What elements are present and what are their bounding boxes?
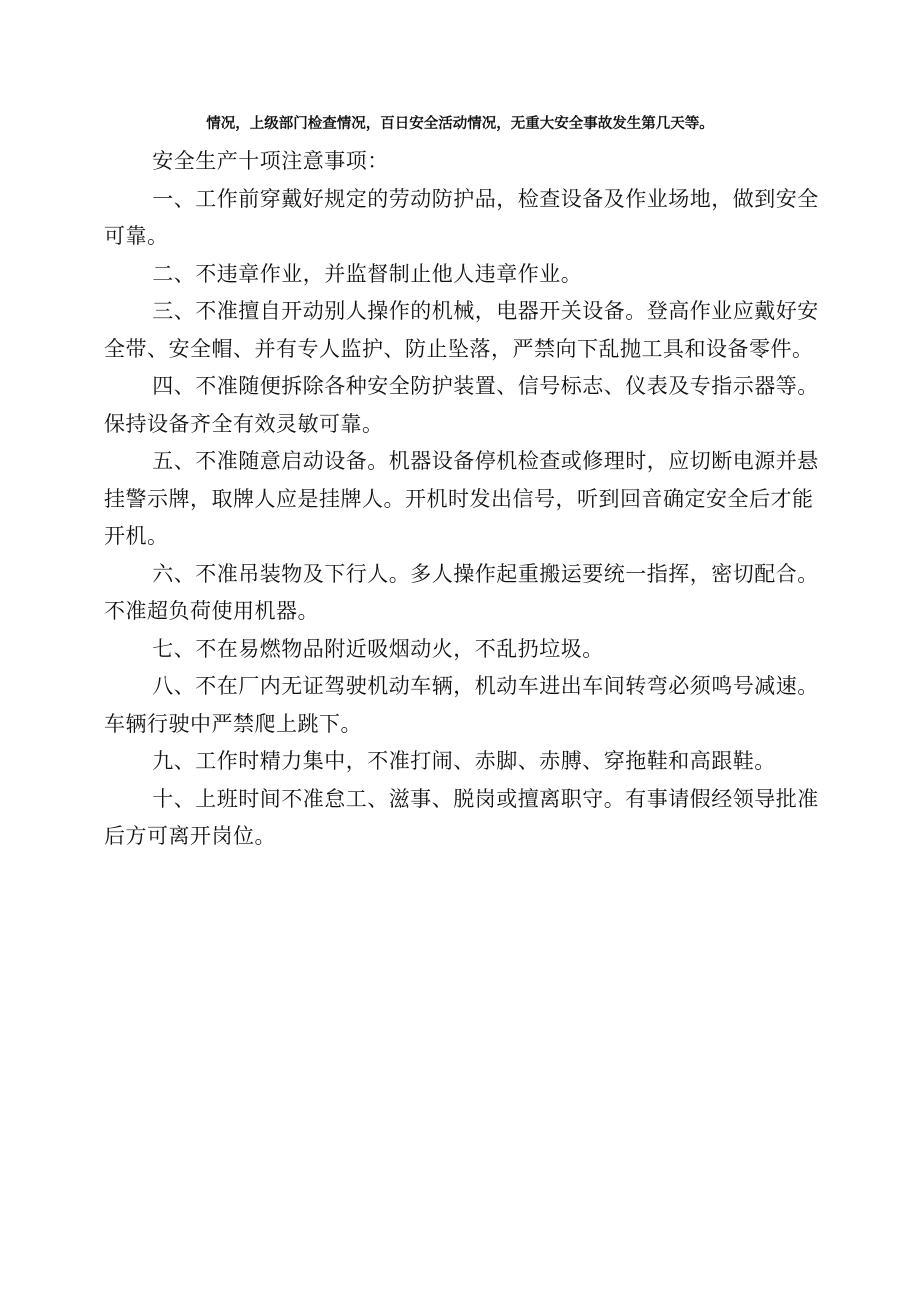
list-item: 十、上班时间不准怠工、滋事、脱岗或擅离职守。有事请假经领导批准后方可离开岗位。	[104, 786, 819, 848]
list-item: 三、不准擅自开动别人操作的机械，电器开关设备。登高作业应戴好安全带、安全帽、并有专人监护、防止坠落，严禁向下乱抛工具和设备零件。	[104, 299, 819, 361]
list-item: 一、工作前穿戴好规定的劳动防护品，检查设备及作业场地，做到安全可靠。	[104, 186, 819, 248]
list-item: 七、不在易燃物品附近吸烟动火，不乱扔垃圾。	[152, 636, 604, 661]
list-item: 六、不准吊装物及下行人。多人操作起重搬运要统一指挥，密切配合。不准超负荷使用机器。	[104, 561, 819, 623]
document-body	[104, 143, 834, 856]
continuation-line: 情况，上级部门检查情况，百日安全活动情况，无重大安全事故发生第几天等。	[206, 116, 714, 132]
list-item: 二、不违章作业，并监督制止他人违章作业。	[152, 261, 583, 286]
list-item: 四、不准随便拆除各种安全防护装置、信号标志、仪表及专指示器等。保持设备齐全有效灵敏可靠。	[104, 374, 819, 436]
list-item: 八、不在厂内无证驾驶机动车辆，机动车进出车间转弯必须鸣号减速。车辆行驶中严禁爬上跳下。	[104, 674, 819, 736]
list-item: 九、工作时精力集中，不准打闹、赤脚、赤膊、穿拖鞋和高跟鞋。	[152, 749, 776, 773]
list-item: 五、不准随意启动设备。机器设备停机检查或修理时，应切断电源并悬挂警示牌，取牌人应是挂牌人。开机时发出信号，听到回音确定安全后才能开机。	[104, 449, 819, 548]
section-heading: 安全生产十项注意事项：	[152, 149, 389, 173]
